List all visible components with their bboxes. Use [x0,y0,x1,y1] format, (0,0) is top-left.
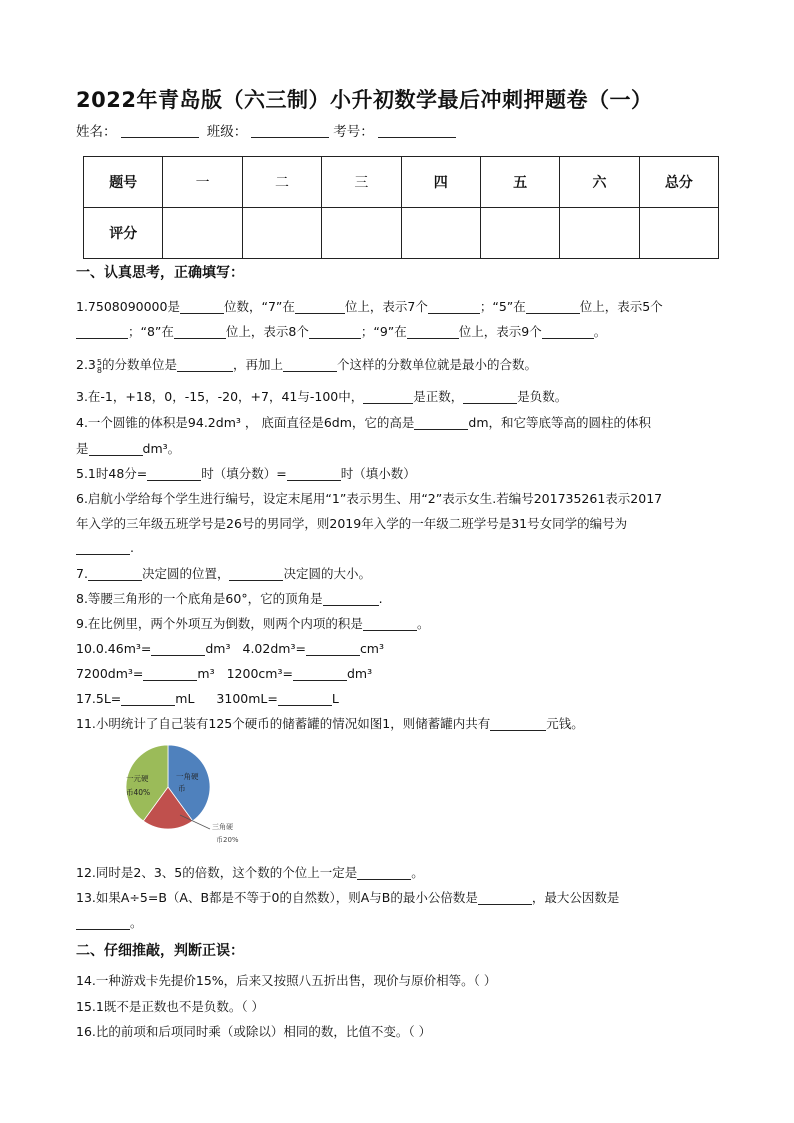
q-text: 5.1时48分= [76,466,148,481]
q-text: 的分数单位是 [101,357,177,372]
score-cell[interactable] [480,208,559,259]
answer-blank[interactable] [278,690,332,706]
q-text: 时（填分数）= [201,466,287,481]
table-cell: 一 [163,157,242,208]
q-text: 位数，“7”在 [223,299,295,314]
answer-blank[interactable] [76,914,130,930]
answer-blank[interactable] [526,298,580,314]
fraction-denominator: 8 [96,366,102,375]
q-text: ；“5”在 [479,299,526,314]
q-text: 是 [76,441,89,456]
answer-blank[interactable] [88,565,142,581]
name-label: 姓名： [76,124,117,140]
student-info-line [76,120,460,140]
question-1-line-2 [76,319,606,344]
answer-blank[interactable] [293,665,347,681]
answer-blank[interactable] [151,640,205,656]
score-table-score-row [84,208,719,259]
q-text: 时（填小数） [340,466,416,481]
q-text: 位上，表示8个 [225,324,309,339]
q-text: 2.3 [76,357,96,372]
q-text: 11.小明统计了自己装有125个硬币的储蓄罐的情况如图1，则储蓄罐内共有 [76,716,491,731]
answer-blank[interactable] [309,323,361,339]
q-text: ，最大公因数是 [531,890,620,905]
answer-blank[interactable] [287,465,341,481]
answer-blank[interactable] [414,414,468,430]
answer-blank[interactable] [478,889,532,905]
page-title: 2022年青岛版（六三制）小升初数学最后冲刺押题卷（一） [76,88,653,112]
q-text: 3100mL= [216,691,278,706]
question-13-line-2 [76,910,143,935]
coin-pie-chart [110,735,280,855]
q-text: cm³ [359,641,384,656]
question-1-line-1 [76,294,663,319]
question-16: 16.比的前项和后项同时乘（或除以）相同的数，比值不变。（ ） [76,1024,432,1039]
pie-label: 币20% [216,836,239,844]
question-6-line-3 [76,535,134,560]
answer-blank[interactable] [542,323,594,339]
answer-blank[interactable] [76,323,128,339]
q-text: mL [175,691,195,706]
q-text: ；“9”在 [360,324,407,339]
class-blank[interactable] [251,123,329,138]
section-2-heading: 二、仔细推敲，判断正误： [76,943,244,959]
question-6-line-2 [76,511,627,536]
answer-blank[interactable] [121,690,175,706]
q-text: 是负数。 [517,389,568,404]
question-10-line-3 [76,686,339,711]
exam-no-blank[interactable] [378,123,456,138]
q-text: 个这样的分数单位就是最小的合数。 [337,357,538,372]
name-blank[interactable] [121,123,199,138]
answer-blank[interactable] [295,298,345,314]
answer-blank[interactable] [143,665,197,681]
q-text: dm³ [346,666,373,681]
q-text: 8.等腰三角形的一个底角是60°，它的顶角是 [76,591,323,606]
answer-blank[interactable] [229,565,283,581]
q-text: 决定圆的大小。 [283,566,371,581]
q-text: 3.在-1，+18，0，-15，-20，+7，41与-100中， [76,389,364,404]
q-text: 。 [416,616,430,631]
q-text: 12.同时是2、3、5的倍数，这个数的个位上一定是 [76,865,358,880]
question-12 [76,860,424,885]
q-text: 是正数， [413,389,464,404]
answer-blank[interactable] [180,298,224,314]
answer-blank[interactable] [147,465,201,481]
answer-blank[interactable] [463,388,517,404]
table-cell: 题号 [84,157,163,208]
q-text: m³ [197,666,215,681]
score-cell[interactable] [639,208,718,259]
table-cell: 三 [322,157,401,208]
question-2 [76,352,537,377]
answer-blank[interactable] [76,539,130,555]
q-text: 。 [593,324,607,339]
question-4-line-2 [76,436,180,461]
answer-blank[interactable] [306,640,360,656]
q-text: 17.5L= [76,691,122,706]
q-text: ；“8”在 [128,324,174,339]
question-5 [76,461,416,486]
table-cell: 二 [242,157,321,208]
pie-label: 币 [178,784,186,793]
q-text: 7. [76,566,88,581]
q-text: dm³。 [142,441,181,456]
q-text: 元钱。 [546,716,584,731]
q-text: 决定圆的位置， [141,566,230,581]
table-cell: 评分 [84,208,163,259]
answer-blank[interactable] [323,590,379,606]
fraction-numerator: 5 [96,358,102,367]
q-text: 1200cm³= [226,666,293,681]
score-table-header-row [84,157,719,208]
answer-blank[interactable] [89,440,143,456]
q-text: 。 [130,915,143,930]
table-cell: 四 [401,157,480,208]
pie-label: 币40% [126,788,151,797]
q-text: dm，和它等底等高的圆柱的体积 [468,415,652,430]
pie-label: 三角硬 [212,823,233,831]
question-4-line-1 [76,410,651,435]
q-text: ，再加上 [233,357,284,372]
q-text: 。 [411,865,424,880]
q-text: 9.在比例里，两个外项互为倒数，则两个内项的积是 [76,616,363,631]
q-text: 年入学的三年级五班学号是26号的男同学，则2019年入学的一年级二班学号是31号女同学的编号为 [76,516,628,531]
pie-label: 一角硬 [176,772,199,781]
answer-blank[interactable] [283,356,337,372]
score-cell[interactable] [560,208,639,259]
answer-blank[interactable] [428,298,480,314]
question-10-line-1 [76,636,384,661]
question-7 [76,561,371,586]
q-text: . [378,591,383,606]
exam-no-label: 考号： [333,124,374,140]
q-text: dm³ [205,641,231,656]
pie-label: 一元硬 [126,774,149,783]
answer-blank[interactable] [363,388,413,404]
score-cell[interactable] [242,208,321,259]
answer-blank[interactable] [357,864,411,880]
score-table [83,156,719,259]
q-text: 4.02dm³= [242,641,306,656]
question-6-line-1 [76,486,662,511]
section-1-heading: 一、认真思考，正确填写： [76,265,244,281]
q-text: 10.0.46m³= [76,641,152,656]
question-13-line-1 [76,885,619,910]
q-text: 7200dm³= [76,666,144,681]
question-11 [76,711,584,736]
q-text: L [331,691,339,706]
q-text: 1.7508090000是 [76,299,180,314]
answer-blank[interactable] [177,356,233,372]
q-text: 6.启航小学给每个学生进行编号，设定末尾用“1”表示男生、用“2”表示女生.若编号201735261表示2017 [76,491,663,506]
q-text: 13.如果A÷5=B（A、B都是不等于0的自然数），则A与B的最小公倍数是 [76,890,478,905]
class-label: 班级： [206,124,248,140]
answer-blank[interactable] [490,715,546,731]
question-10-line-2 [76,661,372,686]
score-cell[interactable] [163,208,242,259]
answer-blank[interactable] [363,615,417,631]
q-text: 4.一个圆锥的体积是94.2dm³ ， 底面直径是6dm，它的高是 [76,415,415,430]
table-cell: 总分 [639,157,718,208]
score-cell[interactable] [322,208,401,259]
answer-blank[interactable] [407,323,459,339]
table-cell: 五 [480,157,559,208]
q-text: . [130,540,134,555]
q-text: 位上，表示7个 [344,299,428,314]
q-text: 位上，表示5个 [579,299,663,314]
score-cell[interactable] [401,208,480,259]
question-8 [76,586,383,611]
question-9 [76,611,429,636]
question-14: 14.一种游戏卡先提价15%，后来又按照八五折出售，现价与原价相等。（ ） [76,973,497,988]
answer-blank[interactable] [174,323,226,339]
q-text: 位上，表示9个 [458,324,542,339]
table-cell: 六 [560,157,639,208]
question-15: 15.1既不是正数也不是负数。（ ） [76,999,265,1014]
question-3 [76,384,567,409]
